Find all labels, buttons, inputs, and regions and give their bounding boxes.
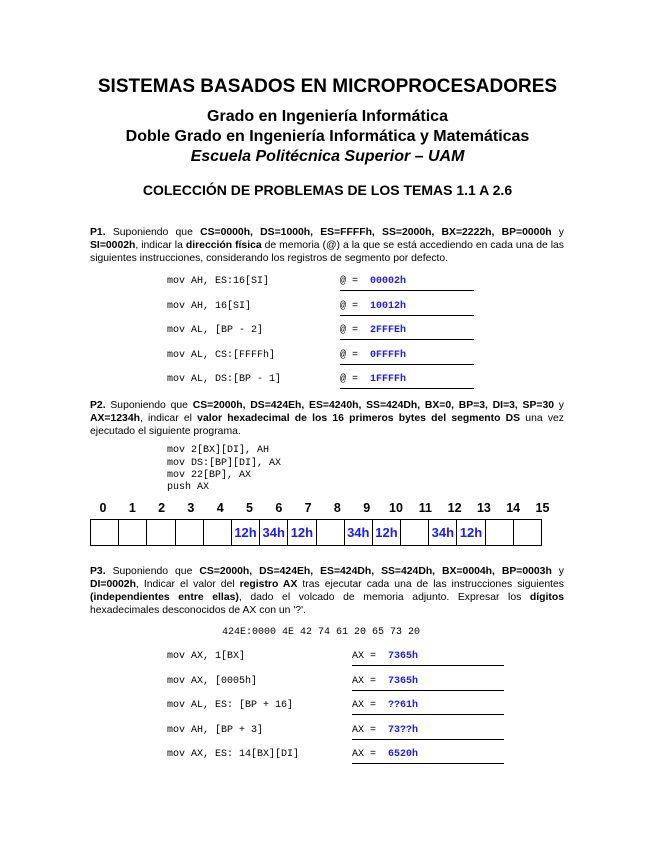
p3-bold-term: registro AX bbox=[239, 579, 298, 590]
p3-instruction: mov AX, [0005h] bbox=[167, 675, 258, 687]
p3-answer-prefix: AX = bbox=[352, 675, 383, 687]
p2-code-line: mov 22[BP], AX bbox=[167, 470, 252, 481]
memory-index-label: 15 bbox=[535, 501, 550, 515]
p3-text-d: tras ejecutar cada una de las instrucciones siguientes bbox=[297, 579, 564, 590]
p1-answer-prefix: @ = bbox=[340, 374, 365, 386]
p3-answer-line bbox=[352, 650, 504, 666]
p1-text-b: y bbox=[551, 227, 564, 238]
p1-instruction: mov AL, CS:[FFFFh] bbox=[167, 349, 276, 361]
p1-instruction: mov AH, ES:16[SI] bbox=[167, 276, 270, 287]
p2-label: P2. bbox=[90, 400, 106, 411]
p2-code-line: push AX bbox=[167, 482, 210, 493]
p2-code-line: mov 2[BX][DI], AH bbox=[167, 445, 270, 456]
p3-answer-prefix: AX = bbox=[352, 749, 383, 761]
p3-statement bbox=[90, 565, 564, 617]
p1-answer-value: 0FFFFh bbox=[370, 349, 407, 361]
memory-dump: 424E:0000 4E 42 74 61 20 65 73 20 bbox=[222, 627, 421, 638]
p1-text-a: Suponiendo que bbox=[105, 227, 201, 238]
p3-answer-prefix: AX = bbox=[352, 700, 383, 712]
p3-text-f: hexadecimales desconocidos de AX con un '?'. bbox=[90, 605, 306, 616]
p2-text-a: Suponiendo que bbox=[105, 400, 193, 411]
memory-index-label: 2 bbox=[158, 501, 166, 515]
p3-registers-2: DI=0002h bbox=[90, 579, 136, 590]
p1-answer-line bbox=[340, 275, 474, 291]
p3-text-e: , dado el volcado de memoria adjunto. Expresar los bbox=[238, 592, 530, 603]
p1-instruction: mov AL, [BP - 2] bbox=[167, 325, 264, 337]
p1-answer-prefix: @ = bbox=[340, 276, 365, 287]
memory-cell bbox=[401, 520, 429, 546]
p1-instruction: mov AH, 16[SI] bbox=[167, 300, 252, 312]
degree-line-2: Doble Grado en Ingeniería Informática y Matemáticas bbox=[125, 128, 530, 145]
memory-index-label: 13 bbox=[476, 501, 491, 515]
memory-index-label: 0 bbox=[99, 501, 107, 515]
p2-code-line: mov DS:[BP][DI], AX bbox=[167, 458, 282, 469]
p1-answer-value: 10012h bbox=[370, 300, 407, 312]
p2-bold-term: valor hexadecimal de los 16 primeros bytes del segmento DS bbox=[197, 413, 521, 424]
p1-registers-2: SI=0002h bbox=[90, 240, 136, 251]
memory-index-label: 10 bbox=[389, 501, 403, 515]
p1-instruction: mov AL, DS:[BP - 1] bbox=[167, 374, 282, 386]
p1-text-d: de memoria (@) a la que se está accediendo en cada una de las siguientes instrucciones, considerando los registros de segmento por defecto. bbox=[90, 240, 565, 264]
memory-cell: 12h bbox=[372, 520, 400, 546]
p3-instruction: mov AL, ES: [BP + 16] bbox=[167, 700, 294, 712]
memory-index-label: 3 bbox=[187, 501, 195, 515]
p3-label: P3. bbox=[90, 566, 106, 577]
memory-index-label: 9 bbox=[363, 501, 371, 515]
page-title: SISTEMAS BASADOS EN MICROPROCESADORES bbox=[97, 76, 558, 97]
school-line: Escuela Politécnica Superior – UAM bbox=[190, 148, 465, 165]
p1-statement bbox=[90, 226, 564, 265]
p3-text-b: y bbox=[551, 566, 564, 577]
p2-registers-2: AX=1234h bbox=[90, 413, 140, 424]
p3-instruction: mov AX, 1[BX] bbox=[167, 651, 246, 662]
memory-cell bbox=[316, 520, 344, 546]
memory-index-label: 8 bbox=[333, 501, 341, 515]
p1-answer-prefix: @ = bbox=[340, 325, 365, 337]
memory-index-label: 1 bbox=[128, 501, 136, 515]
p3-answer-value: 6520h bbox=[388, 749, 419, 761]
p1-answer-value: 2FFFEh bbox=[370, 325, 407, 337]
memory-cell: 34h bbox=[344, 520, 372, 546]
p1-registers: CS=0000h, DS=1000h, ES=FFFFh, SS=2000h, BX=2222h, BP=0000h bbox=[200, 227, 552, 238]
p3-text-a: Suponiendo que bbox=[105, 566, 200, 577]
memory-index-label: 11 bbox=[418, 501, 432, 515]
memory-cell bbox=[485, 520, 513, 546]
memory-cell: 34h bbox=[429, 520, 457, 546]
p1-label: P1. bbox=[90, 227, 106, 238]
p3-registers: CS=2000h, DS=424Eh, ES=424Dh, SS=424Dh, BX=0004h, BP=0003h bbox=[199, 566, 552, 577]
p2-text-c: , indicar el bbox=[139, 413, 198, 424]
p3-answer-prefix: AX = bbox=[352, 651, 383, 662]
memory-cell: 34h bbox=[260, 520, 288, 546]
memory-cell bbox=[203, 520, 231, 546]
p3-text-c: , Indicar el valor del bbox=[135, 579, 240, 590]
p3-answer-line bbox=[352, 724, 504, 740]
p2-text-b: y bbox=[554, 400, 564, 411]
memory-cell: 12h bbox=[457, 520, 485, 546]
p3-answer-prefix: AX = bbox=[352, 724, 383, 736]
p3-bold-term-2: (independientes entre ellas) bbox=[90, 592, 239, 603]
p3-bold-term-3: dígitos bbox=[529, 592, 564, 603]
memory-cell: 12h bbox=[231, 520, 259, 546]
p1-answer-value: 00002h bbox=[370, 276, 407, 287]
p1-answer-prefix: @ = bbox=[340, 349, 365, 361]
p1-answer-prefix: @ = bbox=[340, 300, 365, 312]
p3-answer-line bbox=[352, 675, 504, 691]
memory-cell bbox=[119, 520, 147, 546]
memory-index-label: 12 bbox=[447, 501, 462, 515]
p1-answer-line bbox=[340, 349, 474, 365]
p1-answer-line bbox=[340, 373, 474, 389]
p3-instruction: mov AX, ES: 14[BX][DI] bbox=[167, 749, 300, 761]
memory-index-label: 5 bbox=[246, 501, 253, 515]
memory-index-label: 7 bbox=[304, 501, 312, 515]
memory-cell bbox=[91, 520, 119, 546]
collection-title: COLECCIÓN DE PROBLEMAS DE LOS TEMAS 1.1 A 2.6 bbox=[142, 182, 513, 198]
p3-answer-line bbox=[352, 699, 504, 715]
p2-statement bbox=[90, 399, 564, 438]
p1-answer-line bbox=[340, 300, 474, 316]
p1-bold-term: dirección física bbox=[185, 240, 262, 251]
p2-registers: CS=2000h, DS=424Eh, ES=4240h, SS=424Dh, BX=0, BP=3, DI=3, SP=30 bbox=[192, 400, 555, 411]
p1-answer-value: 1FFFFh bbox=[370, 374, 407, 386]
p3-answer-value: 7365h bbox=[388, 651, 419, 662]
memory-cell bbox=[175, 520, 203, 546]
memory-cell bbox=[513, 520, 541, 546]
p1-answer-line bbox=[340, 324, 474, 340]
memory-index-label: 4 bbox=[216, 501, 224, 515]
degree-line-1: Grado en Ingeniería Informática bbox=[207, 108, 448, 125]
memory-index-label: 6 bbox=[275, 501, 283, 515]
p3-answer-value: 73??h bbox=[388, 724, 419, 736]
memory-cell: 12h bbox=[288, 520, 316, 546]
memory-table bbox=[90, 519, 542, 546]
p3-answer-value: 7365h bbox=[388, 675, 419, 687]
memory-index-label: 14 bbox=[506, 501, 521, 515]
p3-answer-value: ??61h bbox=[388, 700, 419, 712]
p3-answer-line bbox=[352, 748, 504, 764]
p1-text-c: , indicar la bbox=[135, 240, 186, 251]
p3-instruction: mov AH, [BP + 3] bbox=[167, 724, 264, 736]
memory-cell bbox=[147, 520, 175, 546]
p2-text-d: una vez ejecutado el siguiente programa. bbox=[90, 413, 564, 437]
